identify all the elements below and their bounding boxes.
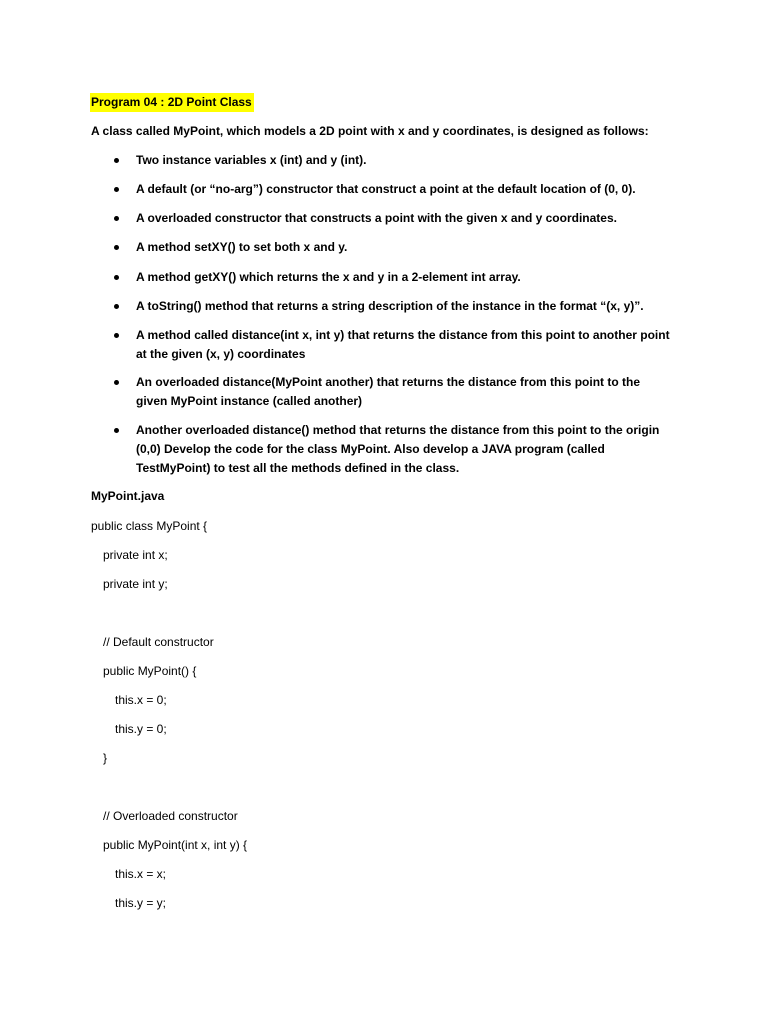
bullet-icon xyxy=(114,187,119,192)
code-line: public class MyPoint { xyxy=(91,519,208,533)
program-heading-text: Program 04 : 2D Point Class xyxy=(91,95,252,109)
code-line: this.x = 0; xyxy=(115,693,167,707)
code-line: this.y = y; xyxy=(115,896,167,910)
bullet-icon xyxy=(114,216,119,221)
code-line: // Overloaded constructor xyxy=(103,809,238,823)
requirement-line: Two instance variables x (int) and y (int). xyxy=(136,153,367,167)
bullet-icon xyxy=(114,275,119,280)
code-line: private int x; xyxy=(103,548,168,562)
code-line: this.y = 0; xyxy=(115,722,167,736)
requirement-line: (0,0) Develop the code for the class MyPoint. Also develop a JAVA program (called xyxy=(136,442,605,456)
intro-paragraph: A class called MyPoint, which models a 2D point with x and y coordinates, is designed as follows: xyxy=(91,124,649,138)
requirement-line: at the given (x, y) coordinates xyxy=(136,347,306,361)
code-line: public MyPoint() { xyxy=(103,664,197,678)
bullet-icon xyxy=(114,380,119,385)
bullet-icon xyxy=(114,245,119,250)
program-heading xyxy=(90,93,254,112)
requirement-line: given MyPoint instance (called another) xyxy=(136,394,363,408)
code-line: public MyPoint(int x, int y) { xyxy=(103,838,248,852)
requirement-line: A method getXY() which returns the x and y in a 2-element int array. xyxy=(136,270,521,284)
requirement-line: A overloaded constructor that constructs a point with the given x and y coordinates. xyxy=(136,211,617,225)
requirement-line: TestMyPoint) to test all the methods defined in the class. xyxy=(136,461,460,475)
bullet-icon xyxy=(114,304,119,309)
code-line: } xyxy=(103,751,108,765)
bullet-icon xyxy=(114,158,119,163)
bullet-icon xyxy=(114,333,119,338)
code-line: // Default constructor xyxy=(103,635,214,649)
requirement-line: A method called distance(int x, int y) that returns the distance from this point to another point xyxy=(136,328,670,342)
requirement-line: A default (or “no-arg”) constructor that construct a point at the default location of (0, 0). xyxy=(136,182,636,196)
requirement-line: A method setXY() to set both x and y. xyxy=(136,240,348,254)
requirement-line: An overloaded distance(MyPoint another) that returns the distance from this point to the xyxy=(136,375,641,389)
bullet-icon xyxy=(114,428,119,433)
code-line: private int y; xyxy=(103,577,168,591)
file-name-label: MyPoint.java xyxy=(91,489,165,503)
code-line: this.x = x; xyxy=(115,867,167,881)
requirement-line: A toString() method that returns a string description of the instance in the format “(x, y)”. xyxy=(136,299,644,313)
requirement-line: Another overloaded distance() method that returns the distance from this point to the origin xyxy=(136,423,660,437)
